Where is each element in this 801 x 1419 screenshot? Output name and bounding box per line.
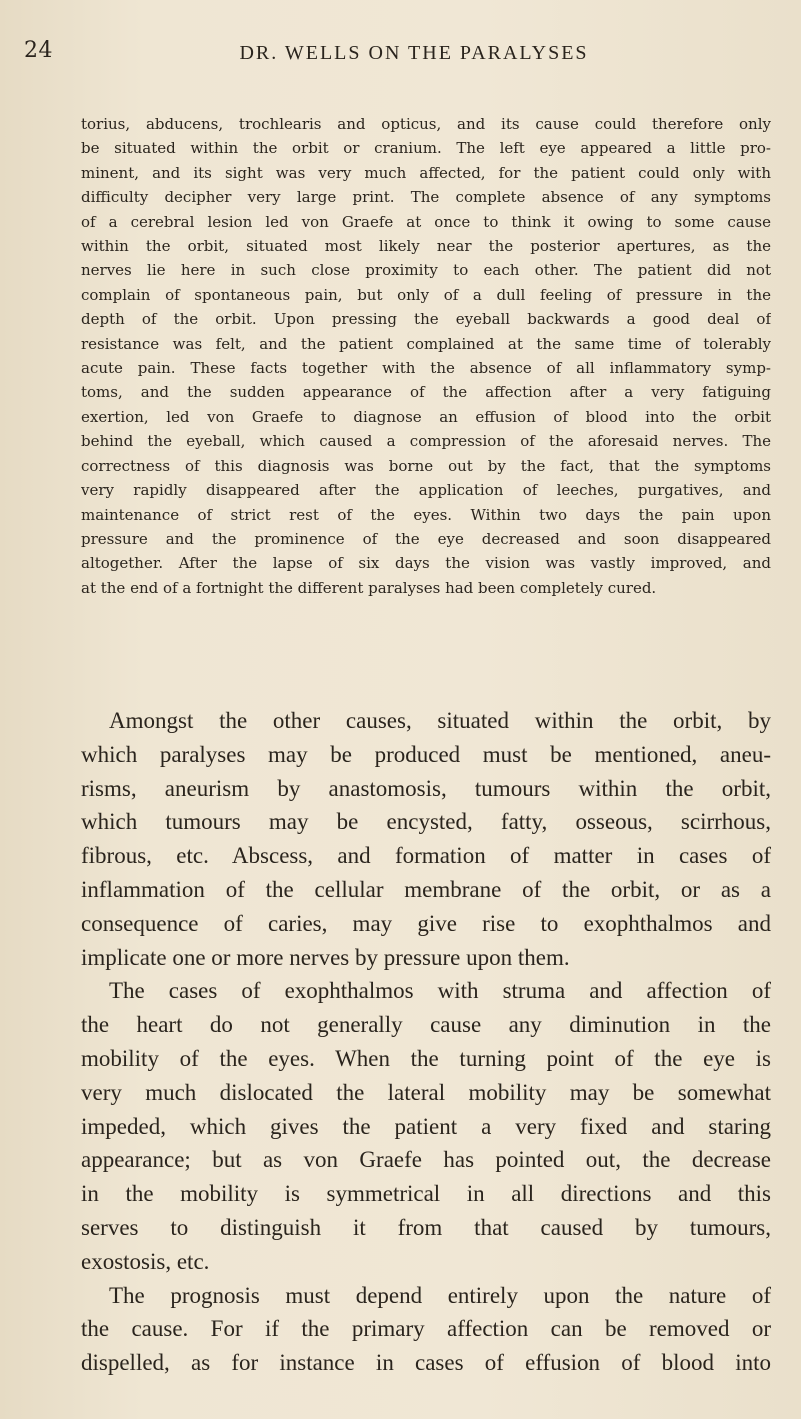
text-line: exertion, led von Graefe to diagnose an effusion of blood into the orbit (81, 407, 771, 426)
text-line: impeded, which gives the patient a very fixed and staring (81, 1113, 771, 1139)
text-line: depth of the orbit. Upon pressing the eyeball backwards a good deal of (81, 310, 771, 329)
text-line: nerves lie here in such close proximity to each other. The patient did not (81, 261, 771, 280)
running-head-title: DR. WELLS ON THE PARALYSES (239, 42, 589, 64)
text-line: pressure and the prominence of the eye decreased and soon disappeared (81, 529, 771, 548)
text-line: minent, and its sight was very much affected, for the patient could only with (81, 163, 771, 182)
text-line: the heart do not generally cause any diminution in the (81, 1012, 771, 1038)
text-line: complain of spontaneous pain, but only of a dull feeling of pressure in the (81, 285, 771, 304)
text-line: altogether. After the lapse of six days the vision was vastly improved, and (81, 554, 771, 573)
text-line: be situated within the orbit or cranium. The left eye appeared a little pro- (81, 139, 771, 158)
large-print-paragraphs (81, 704, 771, 1380)
text-line: appearance; but as von Graefe has pointed out, the decrease (81, 1147, 771, 1173)
text-line: mobility of the eyes. When the turning point of the eye is (81, 1045, 771, 1071)
text-line: inflammation of the cellular membrane of the orbit, or as a (81, 876, 771, 902)
text-line: in the mobility is symmetrical in all directions and this (81, 1181, 771, 1207)
text-line: within the orbit, situated most likely near the posterior apertures, as the (81, 237, 771, 256)
text-line: The cases of exophthalmos with struma and affection of (109, 978, 771, 1004)
text-line: exostosis, etc. (81, 1248, 210, 1274)
text-line: correctness of this diagnosis was borne out by the fact, that the symptoms (81, 456, 771, 475)
text-line: toms, and the sudden appearance of the affection after a very fatiguing (81, 383, 771, 402)
text-line: of a cerebral lesion led von Graefe at once to think it owing to some cause (81, 212, 771, 231)
text-line: torius, abducens, trochlearis and opticus, and its cause could therefore only (81, 115, 771, 133)
text-line: risms, aneurism by anastomosis, tumours within the orbit, (81, 775, 771, 801)
text-line: fibrous, etc. Abscess, and formation of matter in cases of (81, 843, 771, 869)
text-line: very much dislocated the lateral mobility may be somewhat (81, 1079, 771, 1105)
text-line: resistance was felt, and the patient complained at the same time of tolerably (81, 334, 771, 353)
text-line: implicate one or more nerves by pressure upon them. (81, 944, 570, 970)
text-line: The prognosis must depend entirely upon the nature of (109, 1282, 771, 1308)
text-line: which tumours may be encysted, fatty, osseous, scirrhous, (81, 809, 771, 835)
small-print-paragraph (81, 112, 771, 600)
text-line: at the end of a fortnight the different paralyses had been completely cured. (81, 578, 657, 597)
text-line: Amongst the other causes, situated within the orbit, by (109, 708, 771, 733)
text-line: acute pain. These facts together with the absence of all inflammatory symp- (81, 359, 771, 378)
text-line: difficulty decipher very large print. The complete absence of any symptoms (81, 188, 771, 207)
running-head (24, 38, 784, 82)
text-line: dispelled, as for instance in cases of effusion of blood into (81, 1350, 771, 1376)
text-line: serves to distinguish it from that caused by tumours, (81, 1214, 771, 1240)
text-line: maintenance of strict rest of the eyes. Within two days the pain upon (81, 505, 771, 524)
text-line: the cause. For if the primary affection can be removed or (81, 1316, 771, 1342)
text-line: consequence of caries, may give rise to exophthalmos and (81, 910, 771, 936)
page-number: 24 (24, 38, 53, 63)
text-line: very rapidly disappeared after the application of leeches, purgatives, and (81, 481, 771, 500)
text-line: behind the eyeball, which caused a compression of the aforesaid nerves. The (81, 432, 771, 451)
text-line: which paralyses may be produced must be mentioned, aneu- (81, 741, 771, 767)
